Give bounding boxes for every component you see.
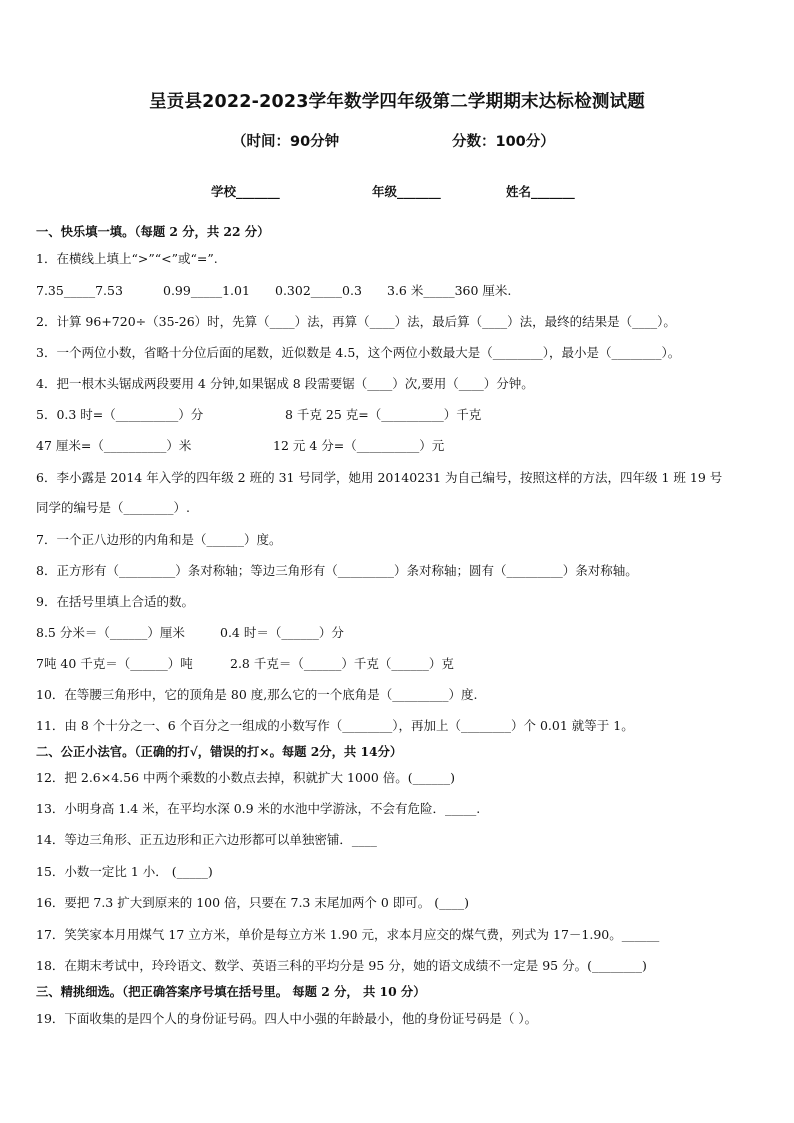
school-field: 学校_______ — [211, 184, 280, 199]
exam-score: 分数：100分） — [452, 134, 555, 150]
section-2-heading: 二、公正小法官。（正确的打√，错误的打×。每题 2分，共 14分） — [36, 744, 403, 759]
question-9-item-a: 8.5 分米＝（______）厘米 — [36, 625, 185, 640]
question-5-item-a: 5．0.3 时=（__________）分 — [36, 407, 204, 422]
question-1-item-a: 7.35_____7.53 — [36, 283, 123, 298]
question-11: 11．由 8 个十分之一、6 个百分之一组成的小数写作（________），再加上（________）个 0.01 就等于 1。 — [36, 718, 634, 733]
question-9-item-b: 0.4 时＝（______）分 — [220, 625, 344, 640]
question-8: 8．正方形有（_________）条对称轴；等边三角形有（_________）条对称轴；圆有（_________）条对称轴。 — [36, 563, 638, 578]
question-14: 14．等边三角形、正五边形和正六边形都可以单独密铺．____ — [36, 832, 377, 847]
exam-time: （时间：90分钟 — [232, 134, 340, 150]
question-9-item-c: 7吨 40 千克＝（______）吨 — [36, 656, 193, 671]
question-17: 17．笑笑家本月用煤气 17 立方米，单价是每立方米 1.90 元，求本月应交的煤气费，列式为 17－1.90。______ — [36, 927, 660, 942]
question-7: 7．一个正八边形的内角和是（______）度。 — [36, 532, 282, 547]
question-9: 9．在括号里填上合适的数。 — [36, 594, 194, 609]
question-2: 2．计算 96+720÷（35-26）时，先算（____）法，再算（____）法，最后算（____）法，最终的结果是（____）。 — [36, 314, 676, 329]
question-19: 19．下面收集的是四个人的身份证号码。四人中小强的年龄最小，他的身份证号码是（ ）。 — [36, 1011, 538, 1026]
question-10: 10．在等腰三角形中，它的顶角是 80 度,那么它的一个底角是（_________）度. — [36, 687, 478, 702]
question-5-item-b: 8 千克 25 克=（__________）千克 — [285, 407, 482, 422]
question-15: 15．小数一定比 1 小． (_____) — [36, 864, 213, 879]
question-1-item-c: 0.302_____0.3 — [275, 283, 362, 298]
question-16: 16．要把 7.3 扩大到原来的 100 倍，只要在 7.3 末尾加两个 0 即可。 (____) — [36, 895, 469, 910]
question-18: 18．在期末考试中，玲玲语文、数学、英语三科的平均分是 95 分，她的语文成绩不一定是 95 分。(________) — [36, 958, 647, 973]
question-1-item-b: 0.99_____1.01 — [163, 283, 250, 298]
section-1-heading: 一、快乐填一填。（每题 2 分，共 22 分） — [36, 224, 270, 239]
section-3-heading: 三、精挑细选。（把正确答案序号填在括号里。 每题 2 分， 共 10 分） — [36, 984, 426, 999]
page-title: 呈贡县2022-2023学年数学四年级第二学期期末达标检测试题 — [149, 92, 645, 112]
question-1-item-d: 3.6 米_____360 厘米. — [387, 283, 512, 298]
name-field: 姓名_______ — [506, 184, 575, 199]
question-5-item-c: 47 厘米=（__________）米 — [36, 438, 192, 453]
question-5-item-d: 12 元 4 分=（__________）元 — [273, 438, 445, 453]
question-12: 12．把 2.6×4.56 中两个乘数的小数点去掉，积就扩大 1000 倍。(______) — [36, 770, 456, 785]
grade-field: 年级_______ — [372, 184, 441, 199]
question-6-line-1: 6．李小露是 2014 年入学的四年级 2 班的 31 号同学，她用 20140231 为自己编号，按照这样的方法，四年级 1 班 19 号 — [36, 470, 723, 485]
question-4: 4．把一根木头锯成两段要用 4 分钟,如果锯成 8 段需要锯（____）次,要用（____）分钟。 — [36, 376, 534, 391]
question-9-item-d: 2.8 千克＝（______）千克（______）克 — [230, 656, 454, 671]
question-1: 1．在横线上填上“>”“<”或“=”. — [36, 251, 218, 266]
question-6-line-2: 同学的编号是（________）. — [36, 500, 190, 515]
question-3: 3．一个两位小数，省略十分位后面的尾数，近似数是 4.5，这个两位小数最大是（________），最小是（________）。 — [36, 345, 681, 360]
question-13: 13．小明身高 1.4 米，在平均水深 0.9 米的水池中学游泳，不会有危险．_____. — [36, 801, 481, 816]
